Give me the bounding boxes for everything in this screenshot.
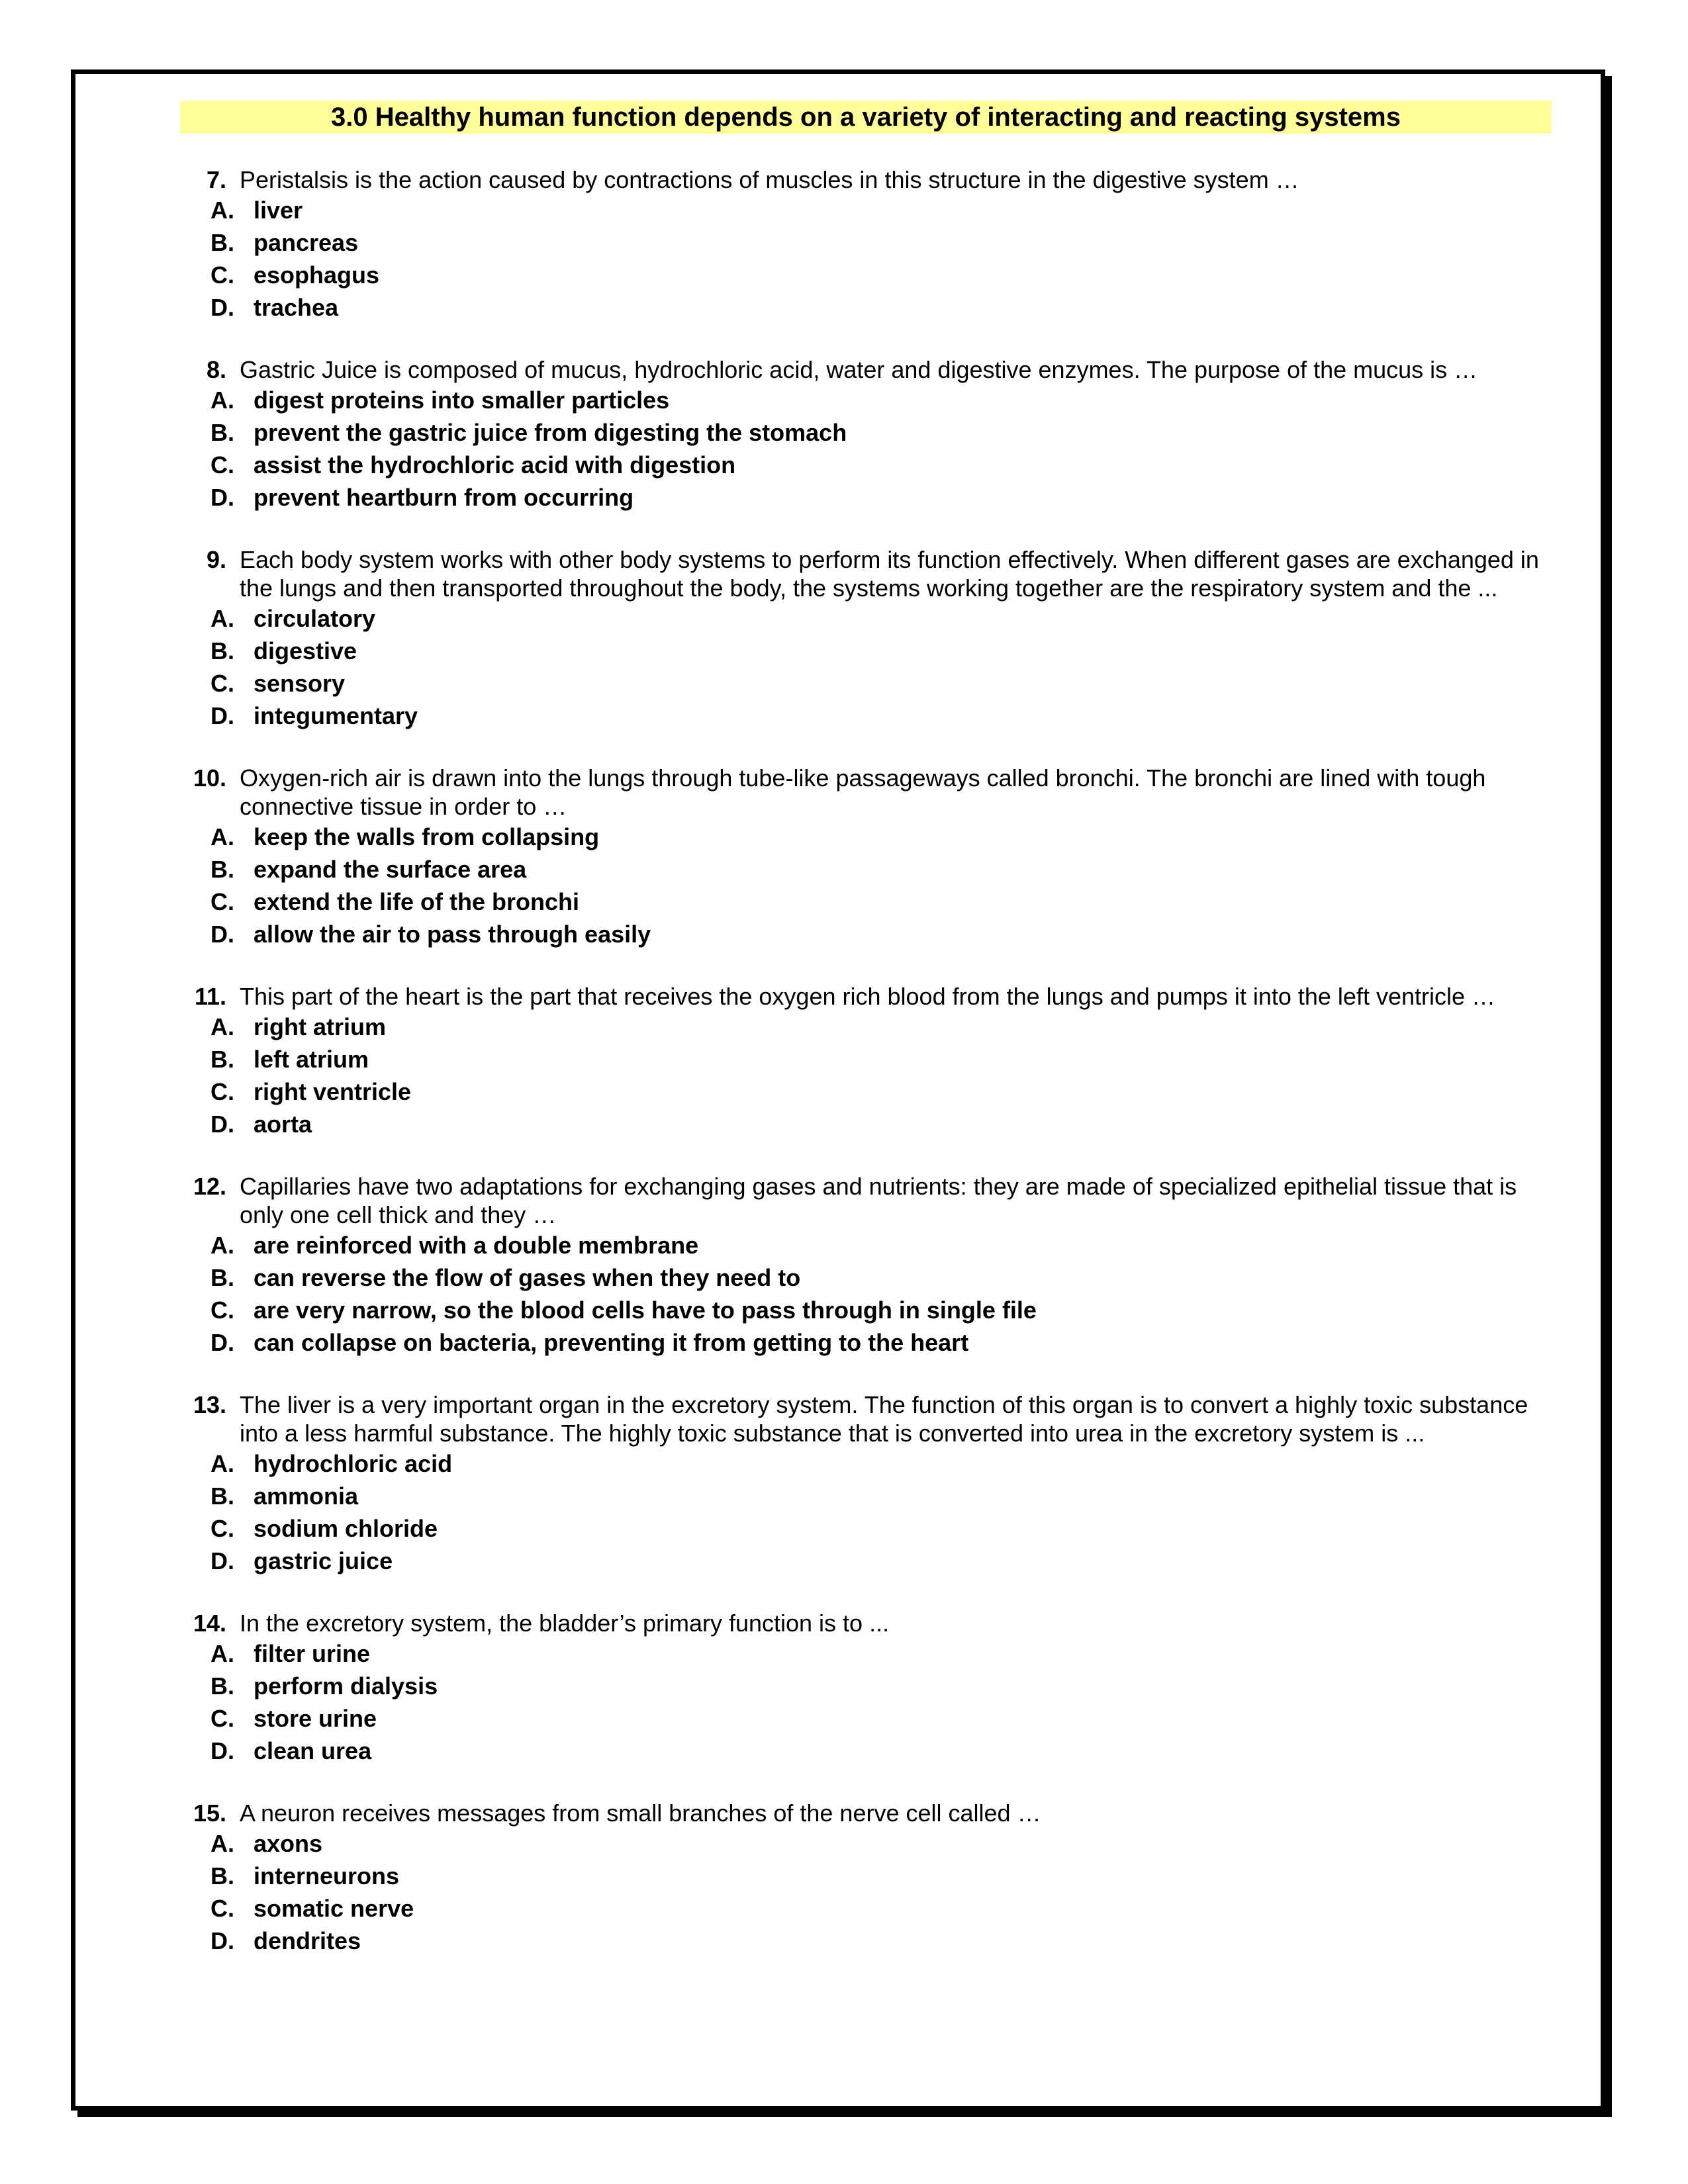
option-a[interactable] (179, 602, 1556, 635)
option-letter: C. (211, 1515, 234, 1542)
option-d[interactable] (179, 918, 1556, 950)
option-text: can collapse on bacteria, preventing it from getting to the heart (254, 1329, 969, 1356)
option-text: liver (254, 197, 303, 224)
question-8 (179, 355, 1556, 514)
question-number: 14. (193, 1610, 226, 1637)
option-text: hydrochloric acid (254, 1450, 453, 1477)
question-9 (179, 545, 1556, 732)
option-b[interactable] (179, 1860, 1556, 1892)
option-letter: B. (211, 229, 234, 256)
question-10 (179, 764, 1556, 950)
option-letter: D. (211, 1927, 234, 1954)
option-text: left atrium (254, 1046, 369, 1073)
option-letter: C. (211, 888, 234, 915)
option-text: assist the hydrochloric acid with digestion (254, 451, 736, 478)
option-text: perform dialysis (254, 1672, 438, 1700)
question-text: Gastric Juice is composed of mucus, hydrochloric acid, water and digestive enzymes. The purpose of the mucus is … (240, 356, 1478, 383)
option-b[interactable] (179, 635, 1556, 667)
question-15 (179, 1799, 1556, 1957)
option-text: somatic nerve (254, 1895, 414, 1922)
question-number: 7. (206, 166, 226, 193)
option-a[interactable] (179, 821, 1556, 853)
answer-options (179, 1827, 1556, 1957)
question-stem (179, 1390, 1556, 1447)
question-number: 9. (206, 546, 226, 573)
option-text: extend the life of the bronchi (254, 888, 580, 915)
option-text: filter urine (254, 1640, 371, 1667)
option-text: prevent heartburn from occurring (254, 484, 634, 511)
option-letter: A. (211, 1232, 234, 1259)
option-b[interactable] (179, 1043, 1556, 1075)
option-text: ammonia (254, 1482, 359, 1510)
question-stem (179, 355, 1556, 384)
option-letter: B. (211, 1264, 234, 1291)
option-letter: C. (211, 670, 234, 697)
option-letter: A. (211, 823, 234, 850)
option-text: right ventricle (254, 1078, 412, 1105)
option-letter: C. (211, 451, 234, 478)
question-text: A neuron receives messages from small branches of the nerve cell called … (240, 1799, 1041, 1827)
question-stem (179, 982, 1556, 1011)
option-letter: B. (211, 1046, 234, 1073)
question-text: The liver is a very important organ in the excretory system. The function of this organ is to convert a highly toxic substance into a less harmful substance. The highly toxic substance that is converted into urea in the excretory system is ... (240, 1391, 1528, 1447)
option-d[interactable] (179, 1108, 1556, 1140)
option-letter: C. (211, 261, 234, 289)
option-b[interactable] (179, 853, 1556, 886)
option-a[interactable] (179, 1447, 1556, 1480)
option-b[interactable] (179, 226, 1556, 259)
answer-options (179, 1229, 1556, 1359)
option-b[interactable] (179, 1670, 1556, 1702)
option-text: esophagus (254, 261, 380, 289)
option-text: interneurons (254, 1862, 400, 1889)
answer-options (179, 1637, 1556, 1767)
question-number: 11. (194, 983, 226, 1010)
question-text: Peristalsis is the action caused by contractions of muscles in this structure in the digestive system … (240, 166, 1299, 193)
option-letter: D. (211, 921, 234, 948)
option-letter: D. (211, 702, 234, 729)
option-letter: C. (211, 1705, 234, 1732)
question-11 (179, 982, 1556, 1140)
question-13 (179, 1390, 1556, 1577)
question-stem (179, 1799, 1556, 1827)
question-stem (179, 764, 1556, 821)
question-text: Oxygen-rich air is drawn into the lungs through tube-like passageways called bronchi. The bronchi are lined with tough connective tissue in order to … (240, 764, 1486, 820)
option-text: pancreas (254, 229, 359, 256)
option-text: right atrium (254, 1013, 387, 1040)
option-c[interactable] (179, 259, 1556, 291)
option-a[interactable] (179, 1011, 1556, 1043)
option-text: expand the surface area (254, 856, 527, 883)
option-text: are very narrow, so the blood cells have to pass through in single file (254, 1297, 1037, 1324)
option-letter: C. (211, 1895, 234, 1922)
option-text: gastric juice (254, 1547, 393, 1574)
option-letter: B. (211, 637, 234, 664)
option-letter: B. (211, 419, 234, 446)
answer-options (179, 384, 1556, 514)
option-letter: D. (211, 1737, 234, 1764)
option-text: sodium chloride (254, 1515, 438, 1542)
option-a[interactable] (179, 384, 1556, 416)
answer-options (179, 602, 1556, 732)
option-letter: A. (211, 197, 234, 224)
option-c[interactable] (179, 1294, 1556, 1326)
option-a[interactable] (179, 1229, 1556, 1261)
question-stem (179, 1609, 1556, 1637)
option-c[interactable] (179, 886, 1556, 918)
question-stem (179, 165, 1556, 194)
option-a[interactable] (179, 194, 1556, 226)
question-number: 10. (193, 764, 226, 792)
question-number: 12. (193, 1173, 226, 1200)
option-text: sensory (254, 670, 346, 697)
question-number: 15. (193, 1799, 226, 1827)
option-d[interactable] (179, 1326, 1556, 1359)
option-letter: A. (211, 387, 234, 414)
question-stem (179, 545, 1556, 602)
option-text: integumentary (254, 702, 418, 729)
option-d[interactable] (179, 291, 1556, 324)
option-letter: C. (211, 1078, 234, 1105)
question-text: Capillaries have two adaptations for exchanging gases and nutrients: they are made of specialized epithelial tissue that is only one cell thick and they … (240, 1173, 1517, 1228)
option-d[interactable] (179, 1925, 1556, 1957)
option-d[interactable] (179, 1545, 1556, 1577)
answer-options (179, 1011, 1556, 1140)
option-text: aorta (254, 1111, 312, 1138)
option-letter: D. (211, 1111, 234, 1138)
question-12 (179, 1172, 1556, 1359)
option-d[interactable] (179, 481, 1556, 514)
option-letter: A. (211, 1013, 234, 1040)
option-text: circulatory (254, 605, 376, 632)
option-letter: A. (211, 1640, 234, 1667)
option-text: keep the walls from collapsing (254, 823, 600, 850)
option-letter: C. (211, 1297, 234, 1324)
option-letter: B. (211, 856, 234, 883)
option-text: can reverse the flow of gases when they need to (254, 1264, 801, 1291)
option-b[interactable] (179, 416, 1556, 449)
question-text: In the excretory system, the bladder’s primary function is to ... (240, 1610, 890, 1637)
question-number: 8. (206, 356, 226, 383)
option-letter: D. (211, 294, 234, 321)
option-text: axons (254, 1830, 323, 1857)
option-letter: D. (211, 1329, 234, 1356)
option-c[interactable] (179, 667, 1556, 700)
option-a[interactable] (179, 1827, 1556, 1860)
option-text: prevent the gastric juice from digesting the stomach (254, 419, 847, 446)
option-letter: B. (211, 1482, 234, 1510)
answer-options (179, 1447, 1556, 1577)
option-letter: A. (211, 1830, 234, 1857)
question-stem (179, 1172, 1556, 1229)
option-a[interactable] (179, 1637, 1556, 1670)
question-number: 13. (193, 1391, 226, 1418)
option-d[interactable] (179, 700, 1556, 732)
option-d[interactable] (179, 1735, 1556, 1767)
option-c[interactable] (179, 1075, 1556, 1108)
option-text: clean urea (254, 1737, 372, 1764)
option-letter: B. (211, 1672, 234, 1700)
section-heading: 3.0 Healthy human function depends on a variety of interacting and reacting systems (180, 101, 1552, 134)
option-text: dendrites (254, 1927, 361, 1954)
option-text: trachea (254, 294, 339, 321)
option-c[interactable] (179, 1892, 1556, 1925)
question-text: This part of the heart is the part that receives the oxygen rich blood from the lungs and pumps it into the left ventricle … (240, 983, 1495, 1010)
option-text: allow the air to pass through easily (254, 921, 651, 948)
option-c[interactable] (179, 449, 1556, 481)
option-b[interactable] (179, 1261, 1556, 1294)
option-letter: D. (211, 1547, 234, 1574)
option-letter: A. (211, 605, 234, 632)
question-14 (179, 1609, 1556, 1767)
option-text: store urine (254, 1705, 377, 1732)
option-text: digestive (254, 637, 357, 664)
option-text: are reinforced with a double membrane (254, 1232, 699, 1259)
option-c[interactable] (179, 1702, 1556, 1735)
option-letter: A. (211, 1450, 234, 1477)
answer-options (179, 821, 1556, 950)
question-7 (179, 165, 1556, 324)
option-letter: B. (211, 1862, 234, 1889)
option-text: digest proteins into smaller particles (254, 387, 670, 414)
question-list (179, 165, 1556, 1989)
answer-options (179, 194, 1556, 324)
option-letter: D. (211, 484, 234, 511)
question-text: Each body system works with other body systems to perform its function effectively. When different gases are exchanged in the lungs and then transported throughout the body, the systems working together are the respiratory system and the ... (240, 546, 1539, 602)
option-b[interactable] (179, 1480, 1556, 1512)
option-c[interactable] (179, 1512, 1556, 1545)
